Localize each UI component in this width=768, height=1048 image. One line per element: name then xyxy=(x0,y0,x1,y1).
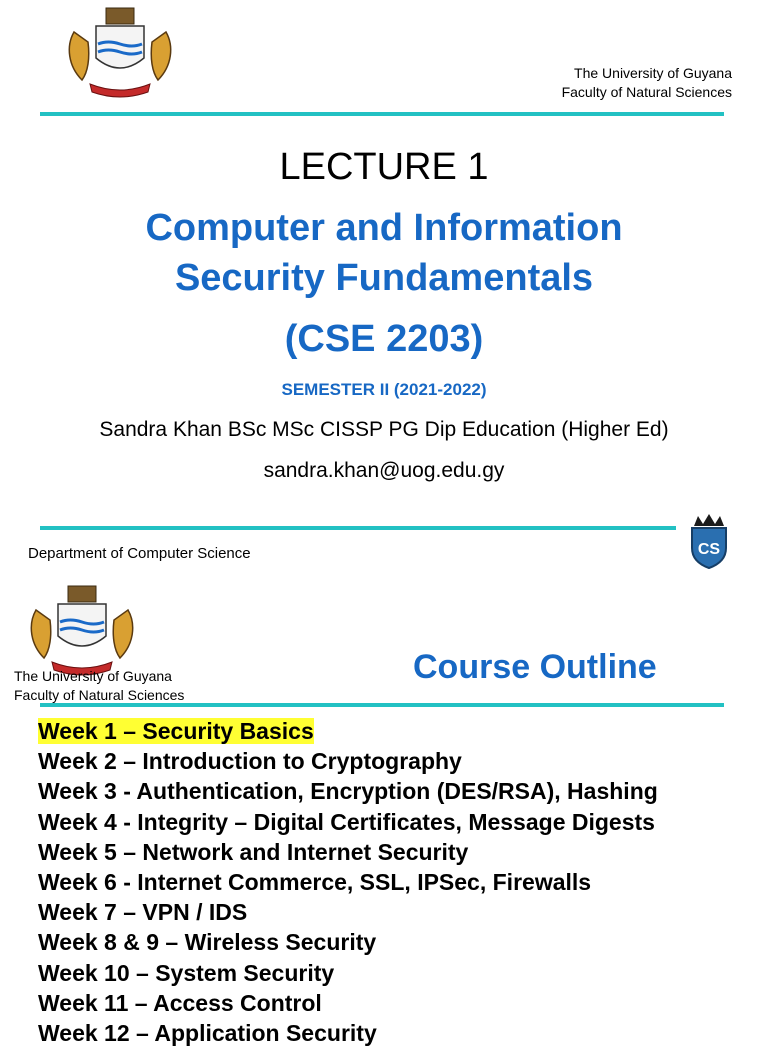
week-item xyxy=(38,716,658,746)
course-title-line-1: Computer and Information xyxy=(145,207,623,249)
university-crest-logo-2 xyxy=(22,580,142,680)
week-item xyxy=(38,807,658,837)
week-item-label: Week 7 – VPN / IDS xyxy=(38,899,248,926)
university-name-2: The University of Guyana xyxy=(14,668,172,684)
week-item xyxy=(38,958,658,988)
week-item xyxy=(38,927,658,957)
faculty-name-2: Faculty of Natural Sciences xyxy=(14,687,185,703)
university-name-block xyxy=(562,64,732,102)
semester-label: SEMESTER II (2021-2022) xyxy=(281,380,487,399)
author-credentials: Sandra Khan BSc MSc CISSP PG Dip Education (Higher Ed) xyxy=(99,418,669,441)
outline-divider xyxy=(40,703,724,707)
week-item-label: Week 11 – Access Control xyxy=(38,989,322,1016)
header-divider xyxy=(40,112,724,116)
lecture-number: LECTURE 1 xyxy=(279,146,489,188)
week-item xyxy=(38,837,658,867)
outline-title: Course Outline xyxy=(413,648,657,686)
cs-badge-text: CS xyxy=(697,541,721,558)
week-item xyxy=(38,1018,658,1048)
course-title xyxy=(0,203,768,303)
course-code: (CSE 2203) xyxy=(284,318,484,360)
week-item-label: Week 10 – System Security xyxy=(38,959,335,986)
week-item xyxy=(38,988,658,1018)
course-title-line-2: Security Fundamentals xyxy=(174,257,594,299)
week-item xyxy=(38,897,658,927)
week-item-label: Week 5 – Network and Internet Security xyxy=(38,838,469,865)
week-item-label: Week 12 – Application Security xyxy=(38,1020,377,1047)
week-item xyxy=(38,867,658,897)
week-item-label: Week 8 & 9 – Wireless Security xyxy=(38,929,377,956)
university-name: The University of Guyana xyxy=(574,65,732,81)
week-item-label: Week 2 – Introduction to Cryptography xyxy=(38,748,462,775)
department-name: Department of Computer Science xyxy=(28,545,251,562)
faculty-name: Faculty of Natural Sciences xyxy=(561,84,732,100)
week-list xyxy=(38,716,658,1048)
university-name-block-2 xyxy=(14,667,184,705)
footer-divider xyxy=(40,526,676,530)
week-item-label: Week 6 - Internet Commerce, SSL, IPSec, Firewalls xyxy=(38,869,592,896)
week-item xyxy=(38,746,658,776)
week-item-label: Week 4 - Integrity – Digital Certificates, Message Digests xyxy=(38,808,655,835)
university-crest-logo xyxy=(60,2,180,102)
week-item-label: Week 1 – Security Basics xyxy=(38,718,314,744)
cs-shield-logo xyxy=(688,512,730,570)
week-item-label: Week 3 - Authentication, Encryption (DES/RSA), Hashing xyxy=(38,778,658,805)
author-email: sandra.khan@uog.edu.gy xyxy=(263,459,505,482)
week-item xyxy=(38,776,658,806)
